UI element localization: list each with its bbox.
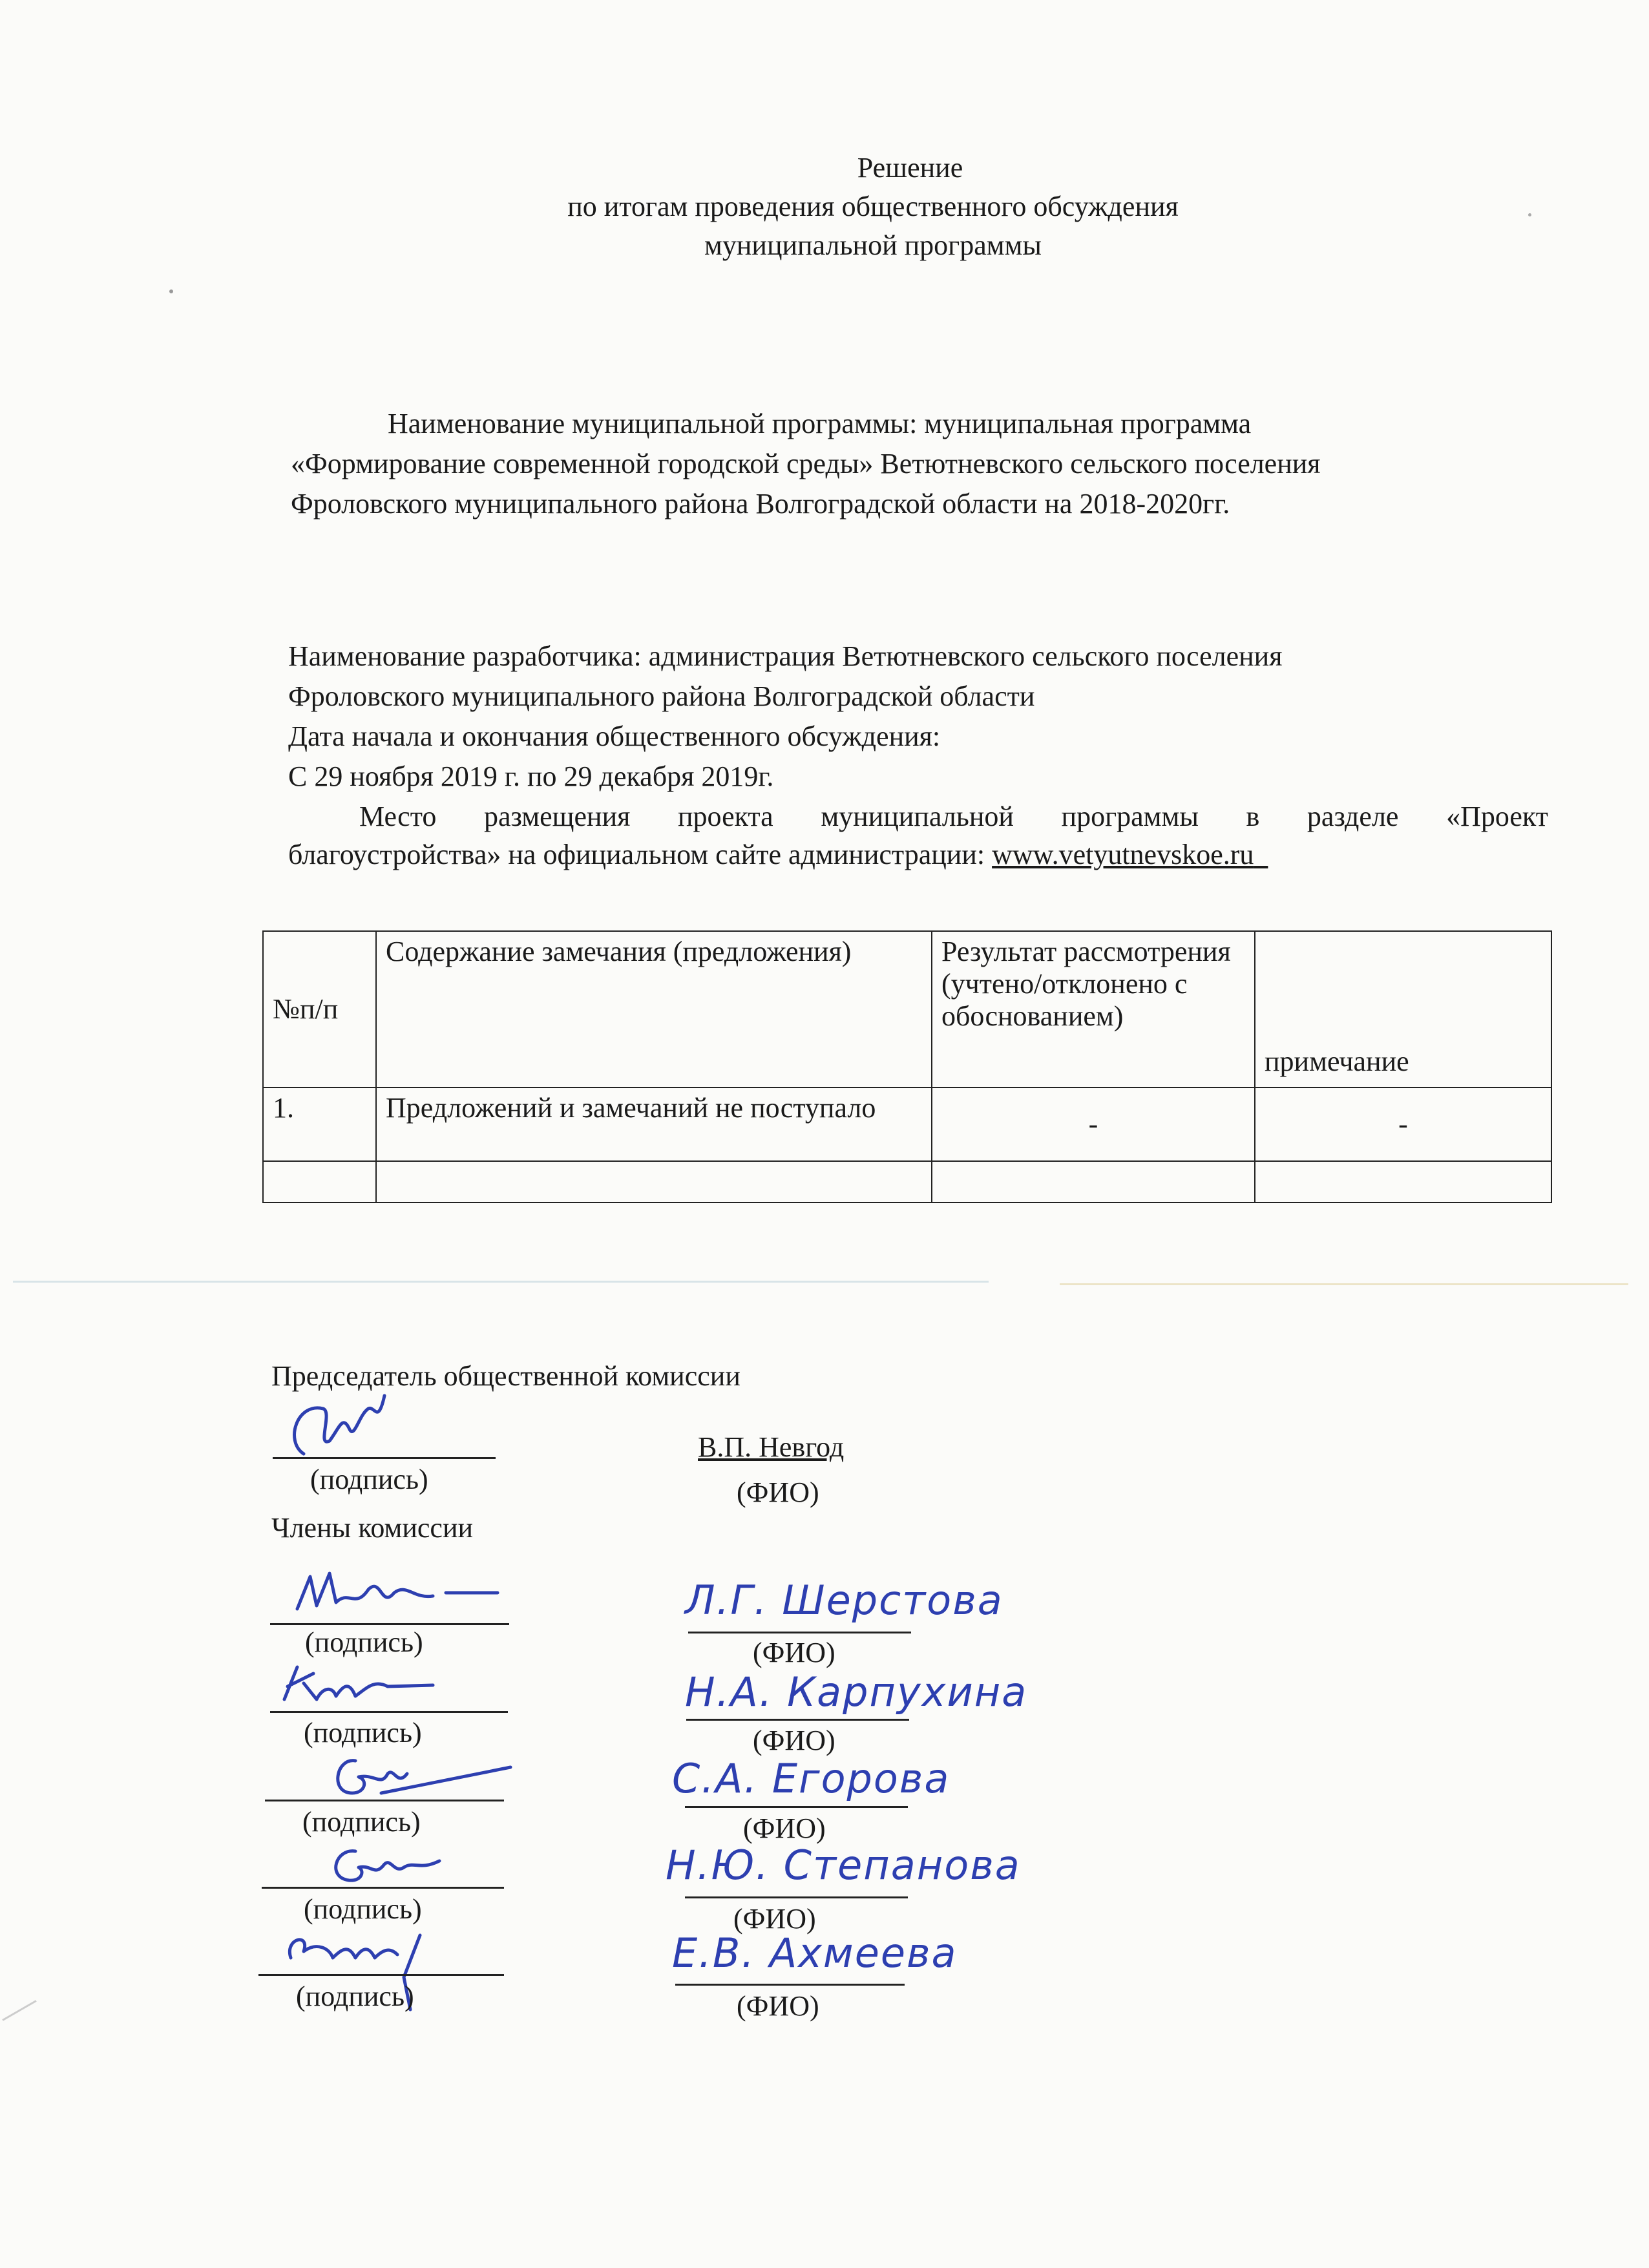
member-name: Е.В. Ахмеева bbox=[672, 1929, 958, 1977]
chair-label: Председатель общественной комиссии bbox=[271, 1360, 740, 1392]
row-result: - bbox=[932, 1087, 1255, 1161]
members-label: Члены комиссии bbox=[271, 1512, 474, 1544]
dates-value: С 29 ноября 2019 г. по 29 декабря 2019г. bbox=[288, 761, 774, 792]
chair-name: В.П. Невгод bbox=[698, 1431, 845, 1463]
empty-cell bbox=[263, 1161, 376, 1202]
signature-caption: (подпись) bbox=[296, 1980, 414, 2012]
header-num: №п/п bbox=[263, 931, 376, 1087]
fio-line bbox=[685, 1806, 908, 1808]
table-row-empty bbox=[263, 1161, 1551, 1202]
signature-line bbox=[258, 1974, 504, 1976]
signature-caption: (подпись) bbox=[304, 1893, 422, 1925]
signature-line bbox=[270, 1711, 508, 1713]
header-result: Результат рассмотрения (учтено/отклонено с обоснованием) bbox=[932, 931, 1255, 1087]
fio-line bbox=[686, 1719, 909, 1721]
signature-caption: (подпись) bbox=[305, 1626, 423, 1658]
program-name-block bbox=[291, 404, 1486, 524]
developer-line: Фроловского муниципального района Волгоградской области bbox=[288, 680, 1035, 712]
placement-word: проекта bbox=[677, 801, 773, 832]
placement-word: программы bbox=[1061, 801, 1199, 832]
member-name: С.А. Егорова bbox=[672, 1755, 951, 1802]
member-name: Н.А. Карпухина bbox=[685, 1668, 1028, 1716]
fio-caption: (ФИО) bbox=[753, 1725, 835, 1756]
signature-line bbox=[262, 1887, 504, 1889]
table-header-row bbox=[263, 931, 1551, 1087]
document-subtitle-line: по итогам проведения общественного обсуждения bbox=[567, 191, 1179, 222]
placement-word: «Проект bbox=[1446, 801, 1548, 832]
scan-line bbox=[13, 1281, 989, 1283]
scan-speck bbox=[1528, 213, 1531, 216]
member-signature bbox=[278, 1661, 446, 1716]
fio-caption: (ФИО) bbox=[753, 1637, 835, 1668]
empty-cell bbox=[1255, 1161, 1551, 1202]
signature-caption: (подпись) bbox=[302, 1806, 421, 1838]
empty-cell bbox=[932, 1161, 1255, 1202]
placement-line bbox=[288, 837, 1548, 873]
row-num: 1. bbox=[263, 1087, 376, 1161]
program-name-line: Фроловского муниципального района Волгоградской области на 2018-2020гг. bbox=[291, 488, 1230, 520]
table-row bbox=[263, 1087, 1551, 1161]
program-name-line: Наименование муниципальной программы: муниципальная программа bbox=[388, 408, 1252, 439]
document-subtitle-line: муниципальной программы bbox=[704, 229, 1042, 261]
fio-caption: (ФИО) bbox=[737, 1476, 819, 1508]
placement-word: размещения bbox=[483, 801, 631, 832]
placement-word: Место bbox=[359, 801, 437, 832]
member-signature bbox=[284, 1564, 530, 1625]
header-note: примечание bbox=[1255, 931, 1551, 1087]
signature-line bbox=[265, 1800, 504, 1801]
member-name: Л.Г. Шерстова bbox=[685, 1577, 1003, 1624]
header-content: Содержание замечания (предложения) bbox=[376, 931, 932, 1087]
placement-word: в bbox=[1246, 801, 1260, 832]
placement-word: разделе bbox=[1307, 801, 1399, 832]
fio-line bbox=[685, 1896, 908, 1898]
empty-cell bbox=[376, 1161, 932, 1202]
placement-word: муниципальной bbox=[821, 801, 1014, 832]
scan-mark bbox=[2, 2000, 36, 2021]
comments-table bbox=[262, 930, 1552, 1203]
member-name: Н.Ю. Степанова bbox=[666, 1842, 1021, 1889]
scan-speck bbox=[169, 289, 173, 293]
dates-label: Дата начала и окончания общественного обсуждения: bbox=[288, 720, 941, 752]
row-note: - bbox=[1255, 1087, 1551, 1161]
fio-caption: (ФИО) bbox=[737, 1990, 819, 2022]
fio-line bbox=[675, 1984, 905, 1986]
fio-caption: (ФИО) bbox=[743, 1812, 826, 1844]
signature-caption: (подпись) bbox=[310, 1464, 428, 1495]
row-content: Предложений и замечаний не поступало bbox=[376, 1087, 932, 1161]
chair-signature-line bbox=[273, 1457, 496, 1459]
signature-caption: (подпись) bbox=[304, 1717, 422, 1748]
developer-line: Наименование разработчика: администрация Ветютневского сельского поселения bbox=[288, 640, 1283, 672]
fio-caption: (ФИО) bbox=[733, 1903, 816, 1935]
site-link[interactable]: www.vetyutnevskoe.ru bbox=[992, 839, 1254, 870]
scan-line bbox=[1060, 1283, 1628, 1285]
placement-line bbox=[288, 797, 1548, 837]
document-title: Решение bbox=[857, 152, 963, 184]
program-name-line: «Формирование современной городской среды» Ветютневского сельского поселения bbox=[291, 448, 1321, 479]
document-header bbox=[0, 149, 1649, 265]
developer-block bbox=[288, 636, 1548, 873]
placement-text: благоустройства» на официальном сайте администрации: bbox=[288, 839, 985, 870]
